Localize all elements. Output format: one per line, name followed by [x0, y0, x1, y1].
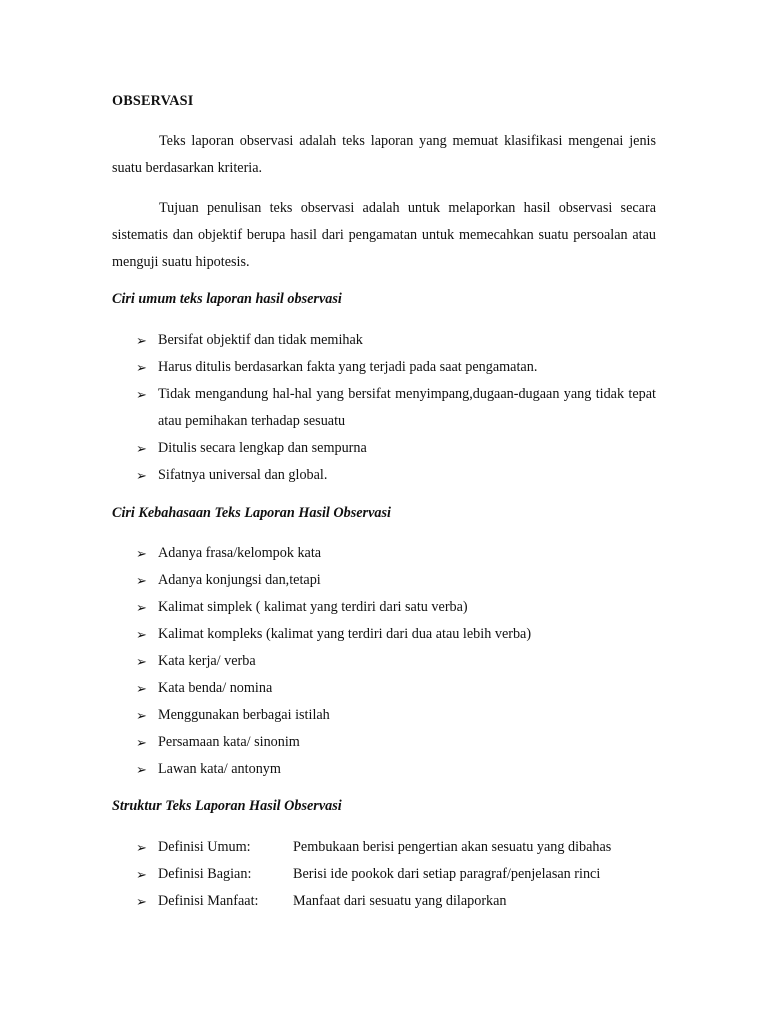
- list-item: ➢ Kata kerja/ verba: [136, 648, 656, 675]
- arrow-bullet-icon: ➢: [136, 735, 147, 750]
- struktur-description: Pembukaan berisi pengertian akan sesuatu yang dibahas: [293, 839, 612, 855]
- arrow-bullet-icon: ➢: [136, 600, 147, 615]
- arrow-bullet-icon: ➢: [136, 867, 147, 882]
- list-item: ➢ Adanya frasa/kelompok kata: [136, 540, 656, 567]
- arrow-bullet-icon: ➢: [136, 681, 147, 696]
- section-heading-ciri-kebahasaan: Ciri Kebahasaan Teks Laporan Hasil Observasi: [112, 505, 391, 521]
- arrow-bullet-icon: ➢: [136, 894, 147, 909]
- list-item: ➢ Tidak mengandung hal-hal yang bersifat menyimpang,dugaan-dugaan yang tidak tepat atau pemihakan terhadap sesuatu: [136, 381, 656, 435]
- arrow-bullet-icon: ➢: [136, 468, 147, 483]
- section-heading-ciri-umum: Ciri umum teks laporan hasil observasi: [112, 291, 342, 307]
- arrow-bullet-icon: ➢: [136, 441, 147, 456]
- list-item: ➢ Ditulis secara lengkap dan sempurna: [136, 435, 656, 462]
- struktur-term: Definisi Bagian:: [158, 866, 252, 882]
- list-item: ➢ Bersifat objektif dan tidak memihak: [136, 327, 656, 354]
- arrow-bullet-icon: ➢: [136, 387, 147, 402]
- list-item: ➢ Kata benda/ nomina: [136, 675, 656, 702]
- arrow-bullet-icon: ➢: [136, 840, 147, 855]
- arrow-bullet-icon: ➢: [136, 360, 147, 375]
- list-item: ➢ Menggunakan berbagai istilah: [136, 702, 656, 729]
- intro-paragraph: Teks laporan observasi adalah teks laporan yang memuat klasifikasi mengenai jenis suatu berdasarkan kriteria.: [112, 133, 656, 176]
- list-item: [136, 834, 656, 861]
- struktur-description: Manfaat dari sesuatu yang dilaporkan: [293, 893, 507, 909]
- ciri-umum-list: [136, 327, 656, 489]
- list-item: ➢ Kalimat kompleks (kalimat yang terdiri dari dua atau lebih verba): [136, 621, 656, 648]
- list-item: ➢ Persamaan kata/ sinonim: [136, 729, 656, 756]
- document-title: OBSERVASI: [112, 93, 194, 109]
- list-item: [136, 888, 656, 915]
- list-item: [136, 861, 656, 888]
- arrow-bullet-icon: ➢: [136, 708, 147, 723]
- list-item: ➢ Sifatnya universal dan global.: [136, 462, 656, 489]
- arrow-bullet-icon: ➢: [136, 546, 147, 561]
- arrow-bullet-icon: ➢: [136, 627, 147, 642]
- section-heading-struktur: Struktur Teks Laporan Hasil Observasi: [112, 798, 342, 814]
- arrow-bullet-icon: ➢: [136, 654, 147, 669]
- list-item: ➢ Harus ditulis berdasarkan fakta yang terjadi pada saat pengamatan.: [136, 354, 656, 381]
- ciri-kebahasaan-list: [136, 540, 656, 783]
- struktur-term: Definisi Manfaat:: [158, 893, 259, 909]
- list-item: ➢ Kalimat simplek ( kalimat yang terdiri dari satu verba): [136, 594, 656, 621]
- struktur-description: Berisi ide pookok dari setiap paragraf/penjelasan rinci: [293, 866, 601, 882]
- struktur-term: Definisi Umum:: [158, 839, 251, 855]
- struktur-list: [136, 834, 656, 915]
- arrow-bullet-icon: ➢: [136, 762, 147, 777]
- purpose-paragraph: Tujuan penulisan teks observasi adalah untuk melaporkan hasil observasi secara sistematis dan objektif berupa hasil dari pengamatan untuk memecahkan suatu persoalan atau menguji suatu hipotesis.: [112, 200, 656, 270]
- list-item: ➢ Lawan kata/ antonym: [136, 756, 656, 783]
- arrow-bullet-icon: ➢: [136, 573, 147, 588]
- arrow-bullet-icon: ➢: [136, 333, 147, 348]
- list-item: ➢ Adanya konjungsi dan,tetapi: [136, 567, 656, 594]
